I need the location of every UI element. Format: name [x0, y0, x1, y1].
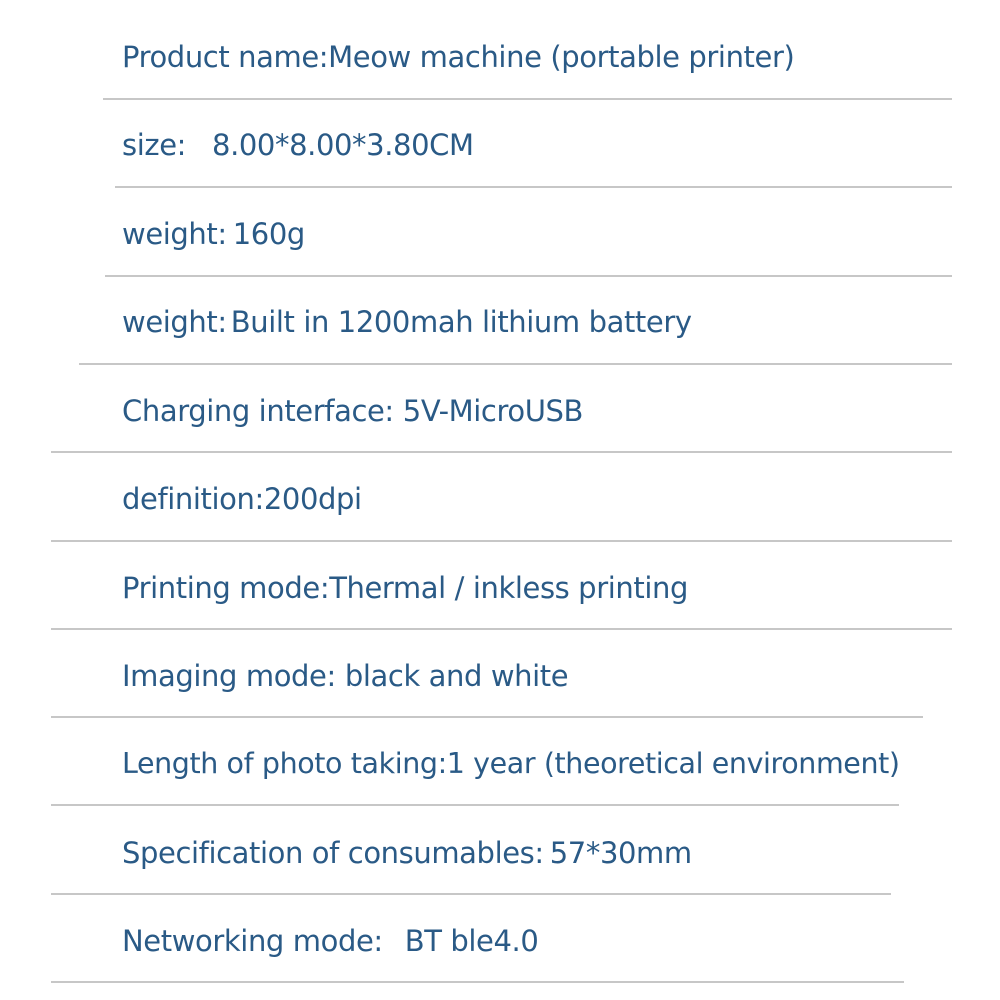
spec-label: Networking mode: — [122, 924, 383, 958]
row-divider — [51, 893, 891, 895]
spec-label: Specification of consumables: — [122, 836, 544, 870]
row-divider — [79, 363, 952, 365]
row-divider — [105, 275, 952, 277]
row-divider — [103, 98, 952, 100]
spec-label: Product name: — [122, 40, 329, 74]
spec-value: BT ble4.0 — [404, 924, 539, 958]
row-divider — [51, 540, 952, 542]
spec-label: definition: — [122, 482, 264, 516]
spec-value: 57*30mm — [549, 836, 692, 870]
spec-label: Printing mode: — [122, 571, 330, 605]
spec-value: black and white — [344, 659, 569, 693]
row-divider — [51, 981, 904, 983]
row-divider — [51, 804, 899, 806]
spec-value: 200dpi — [263, 482, 362, 516]
spec-value: 5V-MicroUSB — [402, 394, 584, 428]
spec-label: size: — [122, 128, 187, 162]
spec-label: Charging interface: — [122, 394, 394, 428]
row-divider — [51, 716, 923, 718]
spec-value: 8.00*8.00*3.80CM — [212, 128, 474, 162]
spec-value: Meow machine (portable printer) — [328, 40, 795, 74]
spec-label: weight: — [122, 305, 227, 339]
row-divider — [115, 186, 952, 188]
spec-value: Built in 1200mah lithium battery — [230, 305, 692, 339]
spec-value: 1 year (theoretical environment) — [446, 747, 900, 780]
spec-label: Imaging mode: — [122, 659, 336, 693]
row-divider — [51, 628, 952, 630]
spec-value: Thermal / inkless printing — [329, 571, 688, 605]
spec-label: Length of photo taking: — [122, 747, 447, 780]
spec-value: 160g — [232, 217, 305, 251]
spec-label: weight: — [122, 217, 227, 251]
row-divider — [51, 451, 952, 453]
